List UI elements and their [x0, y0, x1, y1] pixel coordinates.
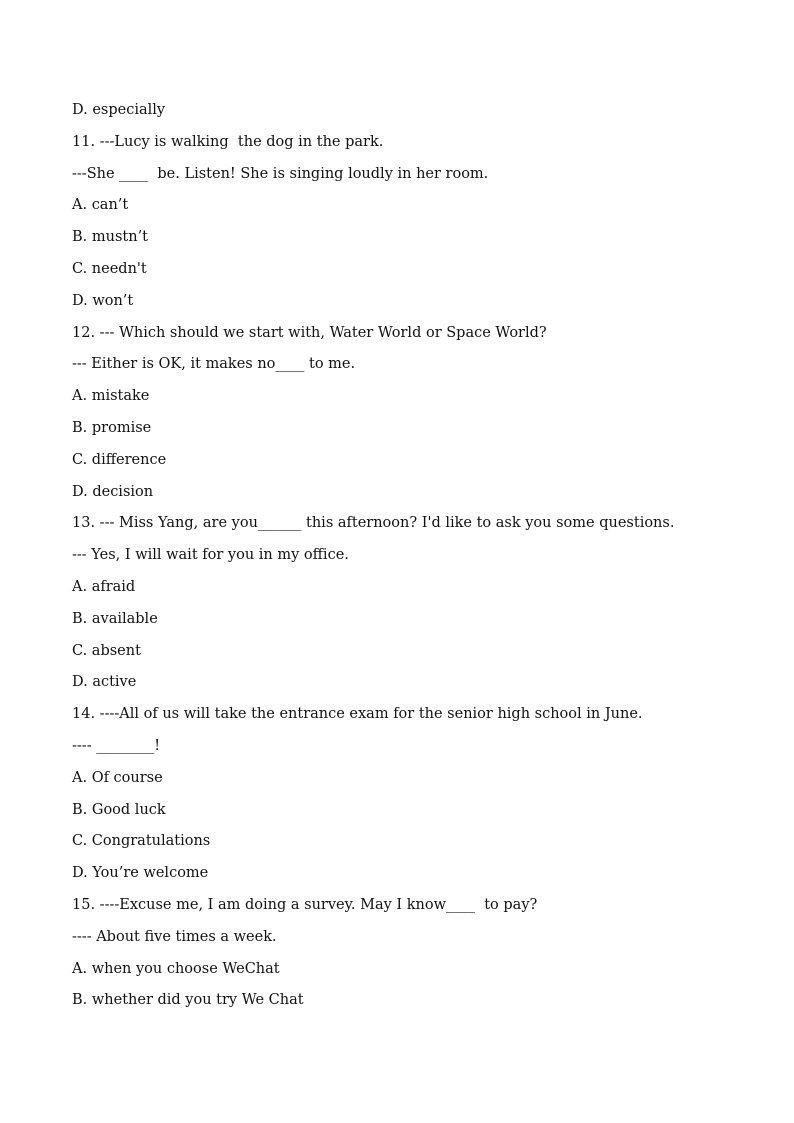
option-line: B. mustn’t — [72, 229, 149, 246]
question-line: 11. ---Lucy is walking the dog in the park. — [72, 133, 384, 150]
question-line: 15. ----Excuse me, I am doing a survey. May I know____ to pay? — [72, 896, 538, 913]
option-line: B. promise — [72, 419, 152, 436]
dialogue-line: --- Either is OK, it makes no____ to me. — [72, 356, 356, 373]
option-line: C. absent — [72, 642, 141, 659]
dialogue-line: ---- About five times a week. — [72, 928, 277, 945]
option-line: C. needn't — [72, 260, 147, 277]
option-line: D. decision — [72, 483, 154, 500]
option-line: A. can’t — [72, 197, 129, 214]
option-line: A. when you choose WeChat — [72, 960, 280, 977]
option-line: D. You’re welcome — [72, 865, 209, 882]
question-line: 13. --- Miss Yang, are you______ this afternoon? I'd like to ask you some questions. — [72, 515, 675, 532]
option-line: D. won’t — [72, 292, 134, 309]
option-line: B. Good luck — [72, 801, 166, 818]
dialogue-line: ---She ____ be. Listen! She is singing loudly in her room. — [72, 165, 489, 182]
option-line: B. whether did you try We Chat — [72, 992, 304, 1009]
option-line: D. active — [72, 674, 137, 691]
option-line: C. Congratulations — [72, 833, 211, 850]
document-page — [72, 98, 752, 1020]
option-line: A. mistake — [72, 388, 150, 405]
dialogue-line: ---- ________! — [72, 737, 161, 754]
option-line: A. Of course — [72, 769, 163, 786]
option-line: D. especially — [72, 102, 166, 118]
option-line: C. difference — [72, 451, 167, 468]
question-line: 14. ----All of us will take the entrance exam for the senior high school in June. — [72, 706, 643, 723]
dialogue-line: --- Yes, I will wait for you in my office. — [72, 547, 349, 564]
question-line: 12. --- Which should we start with, Water World or Space World? — [72, 324, 547, 341]
option-line: A. afraid — [72, 578, 136, 595]
option-line: B. available — [72, 610, 158, 627]
